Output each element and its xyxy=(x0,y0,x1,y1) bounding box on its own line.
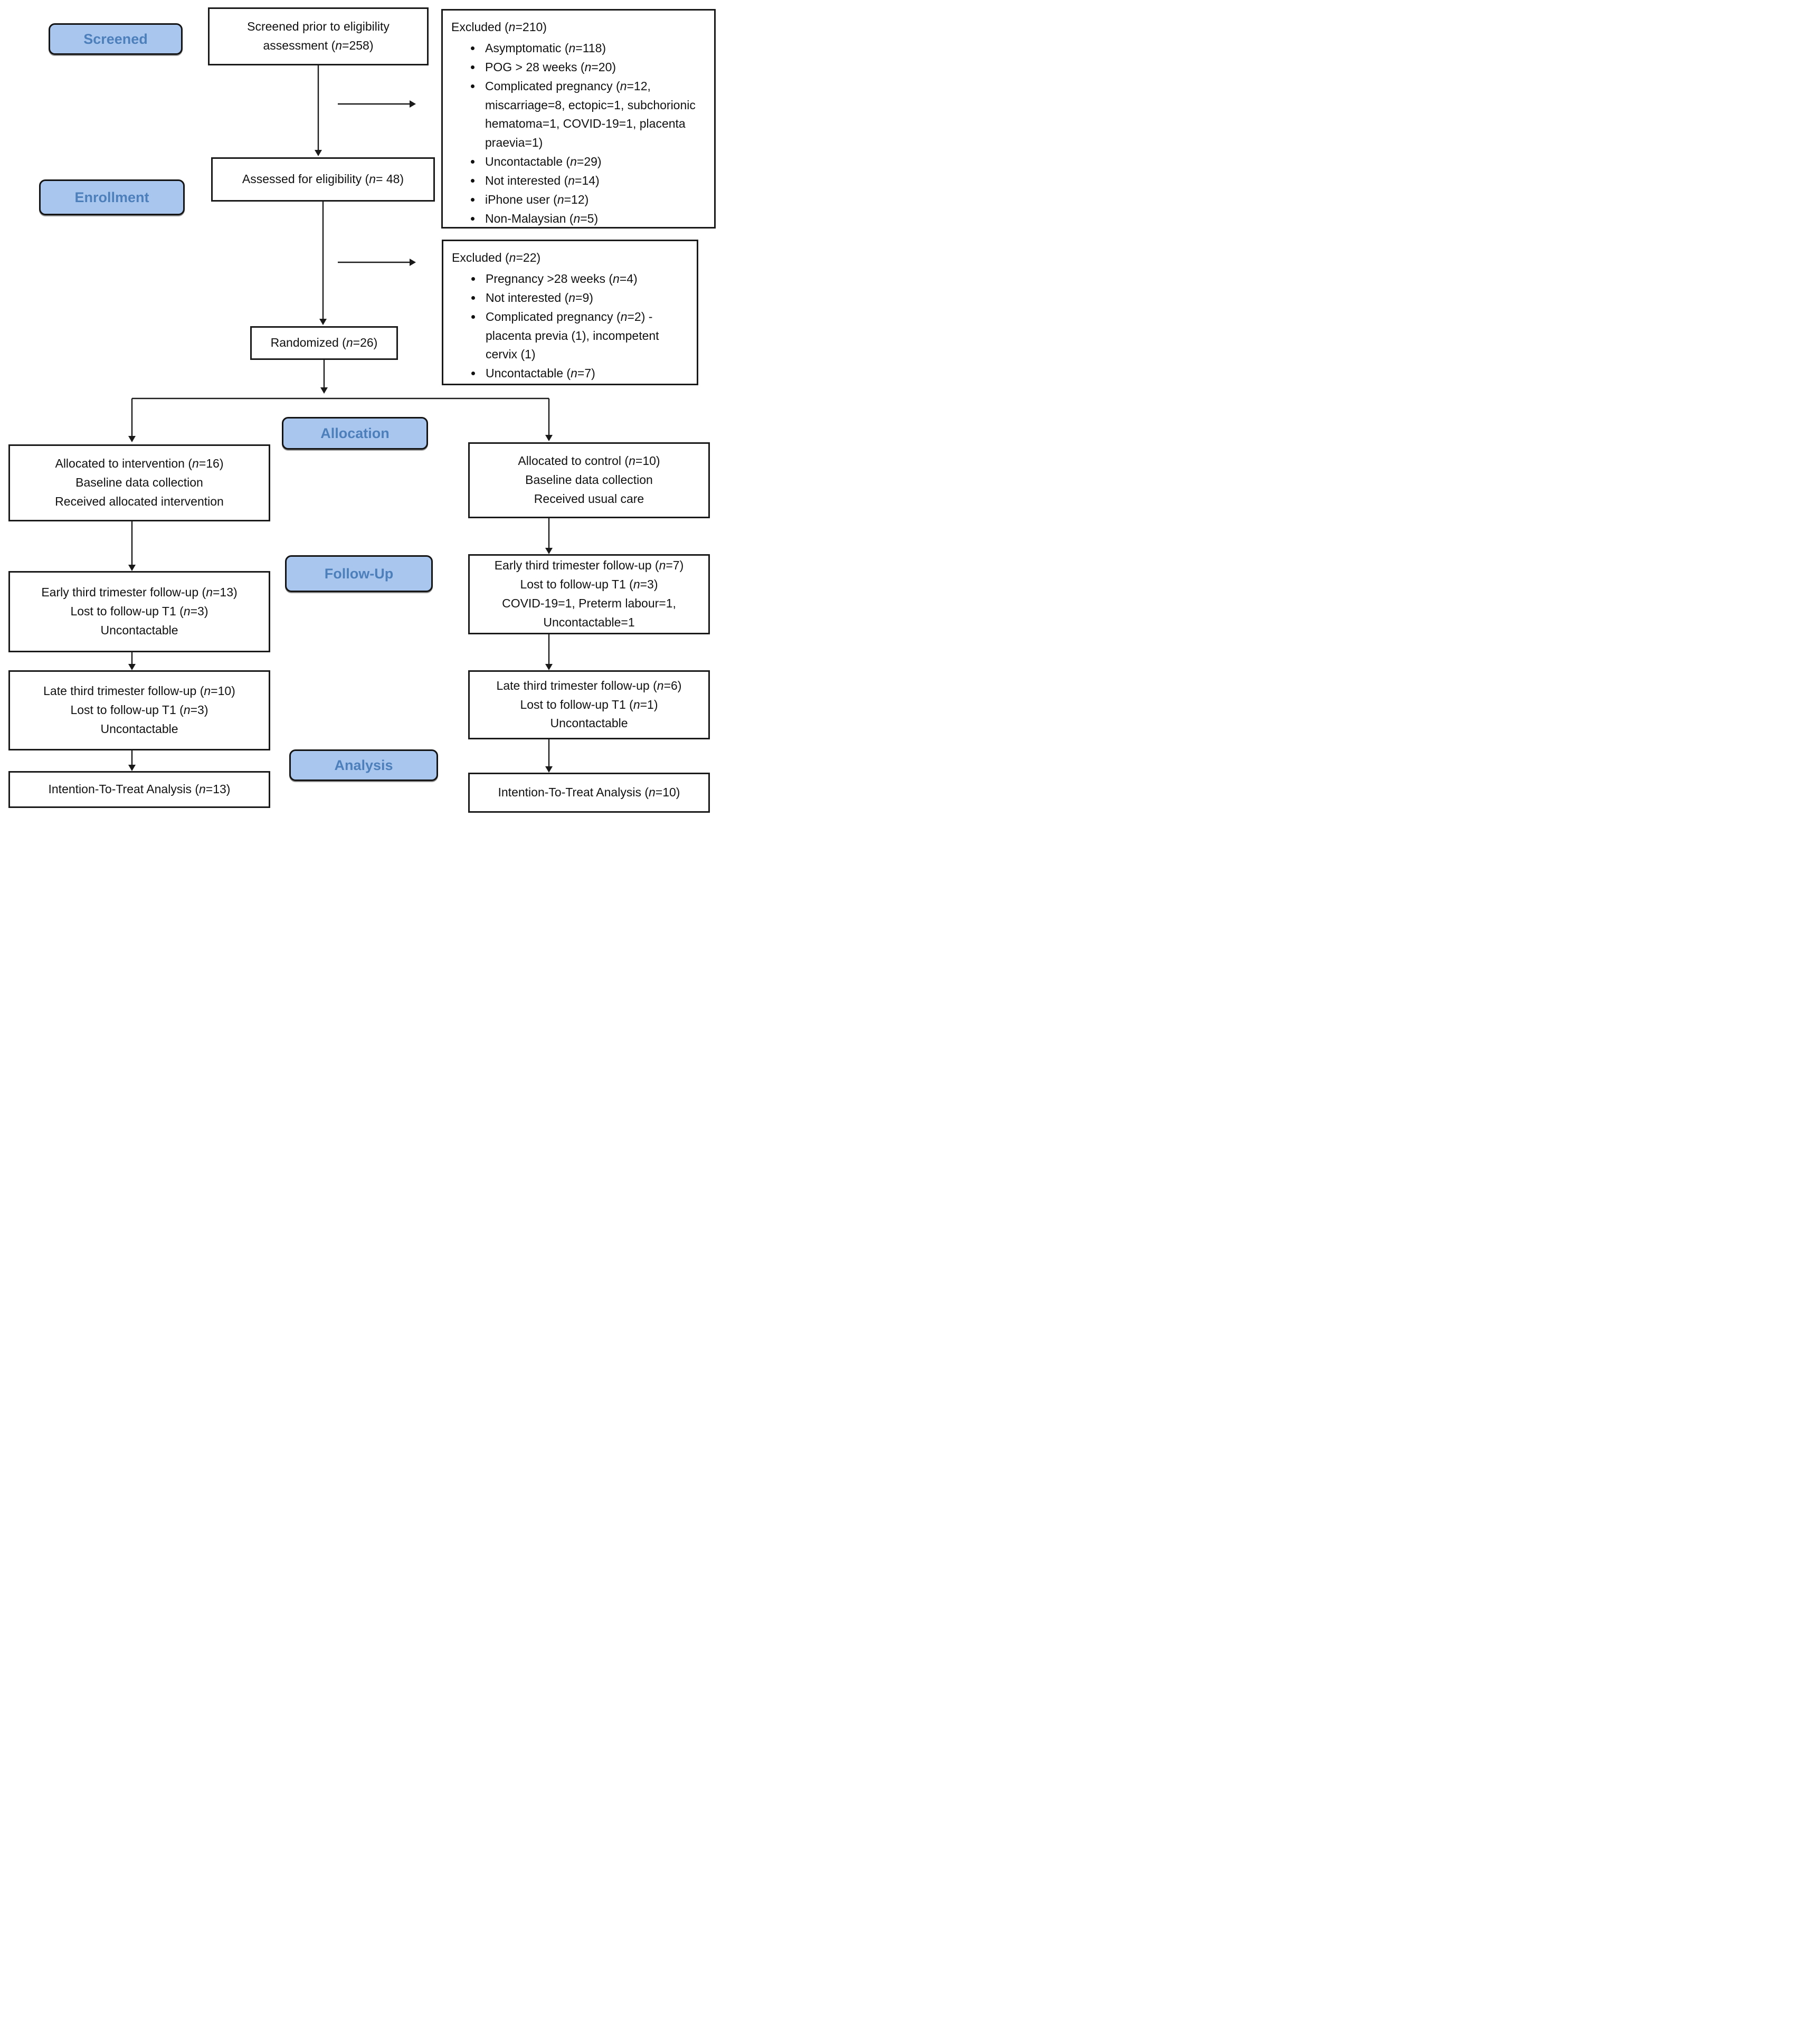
text-line: Allocated to control (n=10) xyxy=(518,454,660,468)
text-line: • Non-Malaysian (n=5) xyxy=(482,210,709,229)
text-line: Baseline data collection xyxy=(525,473,653,487)
text-line: • Not interested (n=14) xyxy=(482,172,709,191)
text-line: Assessed for eligibility (n= 48) xyxy=(242,172,404,186)
box-assessed-for-eligibility xyxy=(211,157,435,202)
arrow-late-followup-to-analysis-right xyxy=(545,739,553,773)
excluded-pre-title: Excluded (n=210) xyxy=(451,20,547,34)
text-line: • Asymptomatic (n=118) xyxy=(482,39,709,58)
stage-label-screened: Screened xyxy=(49,23,183,55)
stage-label-allocation: Allocation xyxy=(282,417,428,450)
excluded-pre-list xyxy=(451,39,709,229)
text-line: Uncontactable xyxy=(100,623,178,637)
box-randomized xyxy=(250,326,398,360)
text-line: Received allocated intervention xyxy=(55,494,224,508)
arrow-followup-to-late-followup-left xyxy=(128,652,136,670)
stage-label-analysis: Analysis xyxy=(289,749,438,781)
box-allocated-intervention xyxy=(8,444,270,521)
arrow-late-followup-to-analysis-left xyxy=(128,750,136,771)
text-line: Intention-To-Treat Analysis (n=10) xyxy=(498,785,680,800)
box-late-followup-control xyxy=(468,670,710,739)
text-line: • Uncontactable (n=29) xyxy=(482,153,709,172)
box-early-followup-intervention xyxy=(8,571,270,652)
text-line: • Complicated pregnancy (n=12, miscarriage=8, ectopic=1, subchorionic hematoma=1, COVID-19=1, placenta praevia=1) xyxy=(482,77,709,153)
box-excluded-post-eligibility xyxy=(442,240,698,385)
box-allocated-control xyxy=(468,442,710,518)
arrow-screened-to-assessed xyxy=(315,65,322,156)
text-line: • Pregnancy >28 weeks (n=4) xyxy=(482,270,691,289)
arrow-to-excluded-pre-eligibility xyxy=(338,100,416,108)
arrow-followup-to-late-followup-right xyxy=(545,634,553,670)
arrow-allocation-to-followup-left xyxy=(128,521,136,571)
text-line: Uncontactable xyxy=(550,716,628,730)
text-line: • POG > 28 weeks (n=20) xyxy=(482,58,709,77)
text-line: • iPhone user (n=12) xyxy=(482,191,709,210)
text-line: Early third trimester follow-up (n=13) xyxy=(41,585,238,600)
arrow-to-excluded-post-eligibility xyxy=(338,259,416,266)
text-line: Uncontactable=1 xyxy=(543,615,635,629)
excluded-post-title: Excluded (n=22) xyxy=(452,251,541,264)
box-excluded-pre-eligibility xyxy=(441,9,716,229)
text-line: Intention-To-Treat Analysis (n=13) xyxy=(48,782,231,796)
text-line: Lost to follow-up T1 (n=3) xyxy=(520,577,658,592)
box-itt-analysis-intervention xyxy=(8,771,270,808)
arrow-allocation-to-followup-right xyxy=(545,518,553,554)
text-line: Uncontactable xyxy=(100,721,178,736)
text-line: Received usual care xyxy=(534,491,644,506)
text-line: Early third trimester follow-up (n=7) xyxy=(494,558,684,573)
box-early-followup-control xyxy=(468,554,710,634)
text-line: • Not interested (n=9) xyxy=(482,289,691,308)
text-line: • Uncontactable (n=7) xyxy=(482,364,691,383)
box-screened-prior xyxy=(208,7,429,65)
text-line: Late third trimester follow-up (n=6) xyxy=(496,678,682,692)
stage-label-followup: Follow-Up xyxy=(285,555,433,592)
text-line: Allocated to intervention (n=16) xyxy=(55,457,224,471)
arrow-randomized-down xyxy=(320,360,328,394)
consort-flow-diagram xyxy=(0,0,718,819)
text-line: Lost to follow-up T1 (n=3) xyxy=(70,703,208,717)
text-line: Randomized (n=26) xyxy=(270,336,378,350)
stage-label-enrollment: Enrollment xyxy=(39,179,185,215)
text-line: Late third trimester follow-up (n=10) xyxy=(43,684,235,698)
text-line: assessment (n=258) xyxy=(263,39,374,52)
box-itt-analysis-control xyxy=(468,773,710,813)
text-line: • Complicated pregnancy (n=2) - placenta previa (1), incompetent cervix (1) xyxy=(482,308,691,365)
excluded-post-list xyxy=(452,270,691,383)
text-line: Lost to follow-up T1 (n=3) xyxy=(70,604,208,619)
arrow-assessed-to-randomized xyxy=(319,202,327,325)
text-line: Baseline data collection xyxy=(75,476,203,490)
text-line: COVID-19=1, Preterm labour=1, xyxy=(502,596,676,610)
text-line: Lost to follow-up T1 (n=1) xyxy=(520,697,658,711)
box-late-followup-intervention xyxy=(8,670,270,750)
text-line: Screened prior to eligibility xyxy=(247,20,390,34)
